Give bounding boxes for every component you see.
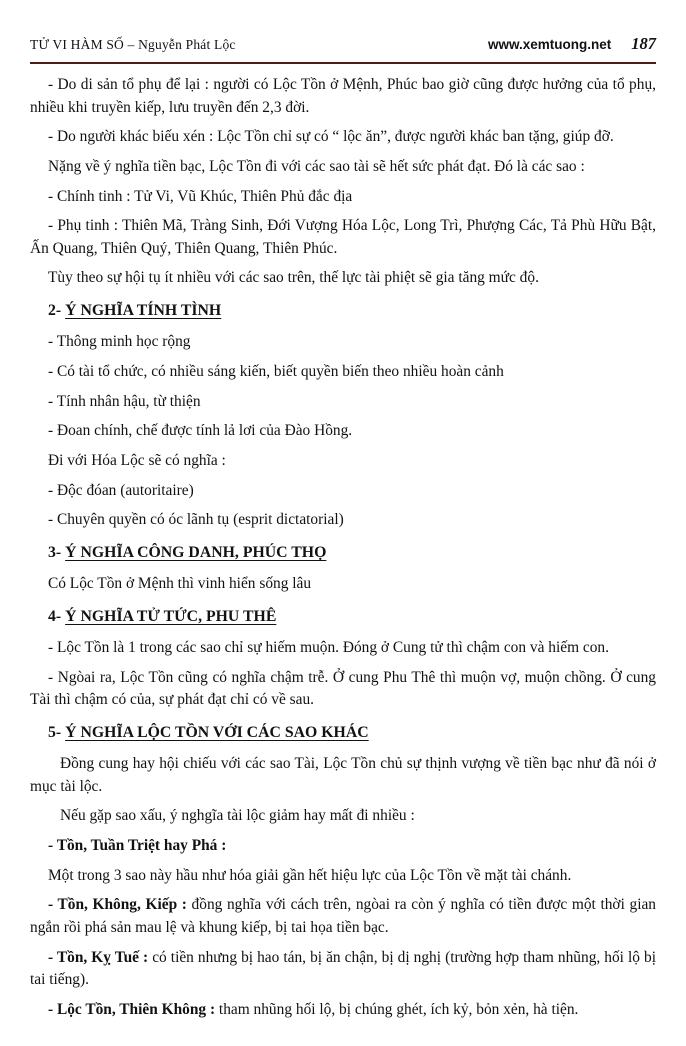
- paragraph: [30, 126, 656, 149]
- paragraph-text: - Lộc Tồn là 1 trong các sao chỉ sự hiếm muộn. Đóng ở Cung tử thì chậm con và hiếm con.: [48, 638, 609, 656]
- heading-number: 4-: [48, 607, 66, 625]
- paragraph: [30, 450, 656, 473]
- header-right: [488, 34, 656, 54]
- term-label: - Tồn, Không, Kiếp :: [48, 896, 192, 914]
- heading-number: 3-: [48, 543, 66, 561]
- heading-title: Ý NGHĨA TÍNH TÌNH: [65, 302, 222, 320]
- paragraph-text: - Chuyên quyền có óc lãnh tụ (esprit dictatorial): [48, 511, 344, 529]
- paragraph: [30, 999, 656, 1022]
- paragraph: [30, 74, 656, 119]
- paragraph: [30, 509, 656, 532]
- paragraph: [30, 667, 656, 712]
- section-heading: [30, 721, 656, 744]
- paragraph: [30, 480, 656, 503]
- paragraph-text: - Thông minh học rộng: [48, 333, 191, 351]
- paragraph: [30, 331, 656, 354]
- paragraph: [30, 865, 656, 888]
- paragraph-text: Tùy theo sự hội tụ ít nhiều với các sao trên, thế lực tài phiệt sẽ gia tăng mức độ.: [48, 269, 539, 287]
- paragraph: [30, 805, 656, 828]
- book-title: TỬ VI HÀM SỐ – Nguyễn Phát Lộc: [30, 37, 236, 52]
- page-number: 187: [631, 34, 656, 53]
- page-header: [30, 34, 656, 54]
- paragraph-text: - Ngòai ra, Lộc Tồn cũng có nghĩa chậm trễ. Ở cung Phu Thê thì muộn vợ, muộn chồng. Ở cung Tài thì chậm có của, sự phát đạt chỉ có về sau.: [30, 668, 656, 709]
- page-body: [30, 74, 656, 1021]
- paragraph-text: - Do di sản tổ phụ để lại : người có Lộc Tồn ở Mệnh, Phúc bao giờ cũng được hưởng của tổ phụ, nhiều khi truyền kiếp, lưu truyền đến 2,3 đời.: [30, 76, 656, 116]
- paragraph-text: Nếu gặp sao xấu, ý nghgĩa tài lộc giảm hay mất đi nhiều :: [60, 807, 415, 825]
- paragraph-text: - Có tài tổ chức, có nhiều sáng kiến, biết quyền biến theo nhiều hoàn cảnh: [48, 362, 504, 380]
- paragraph-text: Đi với Hóa Lộc sẽ có nghĩa :: [48, 451, 226, 469]
- paragraph: [30, 267, 656, 290]
- heading-title: Ý NGHĨA LỘC TỒN VỚI CÁC SAO KHÁC: [65, 723, 369, 741]
- section-heading: [30, 299, 656, 322]
- paragraph-text: - Độc đóan (autoritaire): [48, 481, 194, 499]
- section-heading: [30, 541, 656, 564]
- paragraph: [30, 420, 656, 443]
- paragraph-text: có tiền nhưng bị hao tán, bị ăn chận, bị dị nghị (trường hợp tham nhũng, hối lộ bị tai tiếng).: [30, 948, 656, 989]
- heading-number: 5-: [48, 723, 66, 741]
- term-label: - Tồn, Kỵ Tuế :: [48, 948, 153, 966]
- paragraph-text: - Đoan chính, chế được tính lả lơi của Đào Hồng.: [48, 422, 353, 440]
- heading-title: Ý NGHĨA TỬ TỨC, PHU THÊ: [65, 607, 277, 625]
- paragraph-text: đồng nghĩa với cách trên, ngòai ra còn ý nghĩa có tiền được một thời gian ngắn rồi phá sản mau lệ và khung kiếp, bị tai họa tiền bạc.: [30, 896, 656, 936]
- paragraph: [30, 156, 656, 179]
- paragraph: [30, 361, 656, 384]
- term-label: - Tồn, Tuần Triệt hay Phá :: [48, 836, 227, 854]
- paragraph-text: tham nhũng hối lộ, bị chúng ghét, ích kỷ, bỏn xẻn, hà tiện.: [218, 1000, 579, 1018]
- paragraph: [30, 894, 656, 939]
- paragraph-text: Nặng về ý nghĩa tiền bạc, Lộc Tồn đi với các sao tài sẽ hết sức phát đạt. Đó là các sao :: [48, 157, 585, 175]
- paragraph-text: Có Lộc Tồn ở Mệnh thì vinh hiển sống lâu: [48, 575, 312, 593]
- heading-title: Ý NGHĨA CÔNG DANH, PHÚC THỌ: [65, 543, 327, 561]
- paragraph: [30, 835, 656, 858]
- paragraph: [30, 637, 656, 660]
- heading-number: 2-: [48, 302, 66, 320]
- paragraph-text: Đồng cung hay hội chiếu với các sao Tài, Lộc Tồn chủ sự thịnh vượng về tiền bạc như đã nói ở mục tài lộc.: [30, 755, 656, 795]
- term-label: - Lộc Tồn, Thiên Không :: [48, 1000, 219, 1018]
- website-url[interactable]: www.xemtuong.net: [487, 37, 612, 52]
- header-divider: [30, 62, 656, 64]
- section-heading: [30, 605, 656, 628]
- paragraph-text: - Tính nhân hậu, từ thiện: [48, 392, 201, 410]
- paragraph: [30, 186, 656, 209]
- paragraph-text: - Do người khác biếu xén : Lộc Tồn chỉ sự có “ lộc ăn”, được người khác ban tặng, giúp đỡ.: [48, 128, 614, 146]
- paragraph: [30, 947, 656, 992]
- paragraph: [30, 753, 656, 798]
- paragraph: [30, 215, 656, 260]
- paragraph-text: - Chính tinh : Tử Vi, Vũ Khúc, Thiên Phủ đắc địa: [48, 187, 353, 205]
- paragraph-text: - Phụ tinh : Thiên Mã, Tràng Sinh, Đới Vượng Hóa Lộc, Long Trì, Phượng Các, Tả Phù Hữu Bật, Ấn Quang, Thiên Quý, Thiên Quang, Thiên Phúc.: [30, 217, 656, 257]
- paragraph-text: Một trong 3 sao này hầu như hóa giải gần hết hiệu lực của Lộc Tồn về mặt tài chánh.: [48, 866, 572, 884]
- paragraph: [30, 391, 656, 414]
- paragraph: [30, 573, 656, 596]
